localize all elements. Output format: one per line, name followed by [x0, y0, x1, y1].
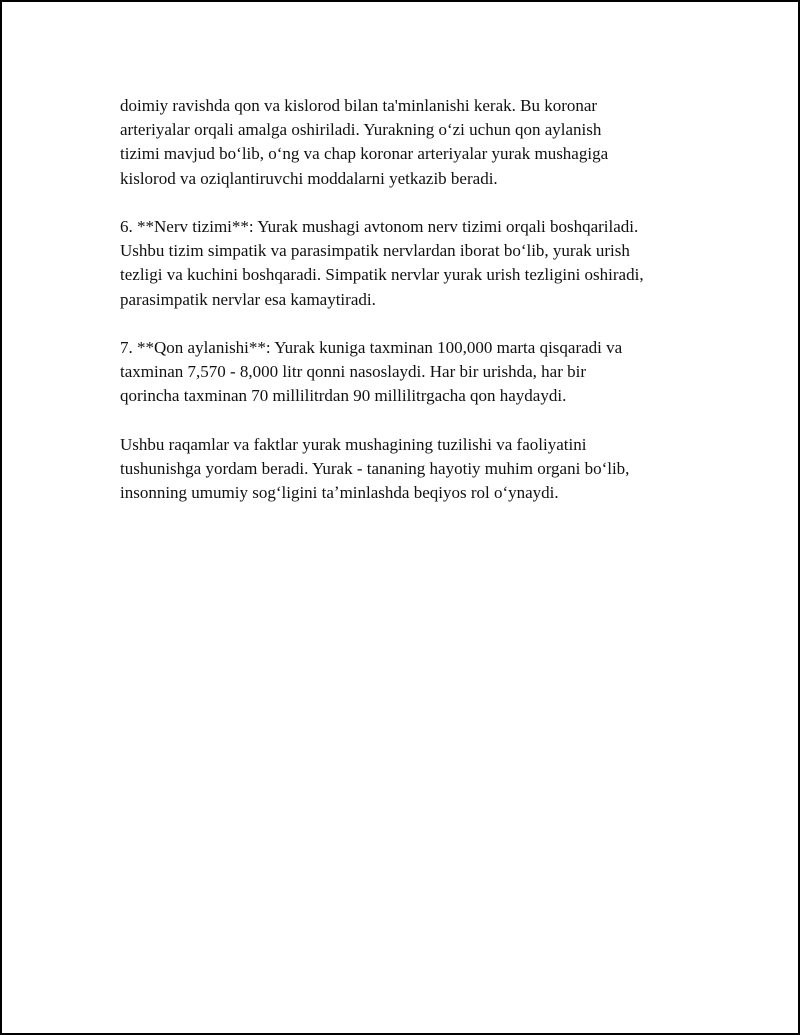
- paragraph-nerve-system: 6. **Nerv tizimi**: Yurak mushagi avtonom nerv tizimi orqali boshqariladi. Ushbu tizim simpatik va parasimpatik nervlardan iborat boʻlib, yurak urish tezligi va kuchini boshqaradi. Simpatik nervlar yurak urish tezligini oshiradi, parasimpatik nervlar esa kamaytiradi.: [120, 217, 644, 309]
- paragraph-coronary-arteries: doimiy ravishda qon va kislorod bilan ta'minlanishi kerak. Bu koronar arteriyalar orqali amalga oshiriladi. Yurakning oʻzi uchun qon aylanish tizimi mavjud boʻlib, oʻng va chap koronar arteriyalar yurak mushagiga kislorod va oziqlantiruvchi moddalarni yetkazib beradi.: [120, 96, 609, 188]
- paragraph-conclusion: Ushbu raqamlar va faktlar yurak mushagining tuzilishi va faoliyatini tushunishga yordam beradi. Yurak - tananing hayotiy muhim organi boʻlib, insonning umumiy sogʻligini taʼminlashda beqiyos rol oʻynaydi.: [120, 434, 630, 503]
- page-body: [120, 94, 720, 530]
- paragraph-blood-circulation: 7. **Qon aylanishi**: Yurak kuniga taxminan 100,000 marta qisqaradi va taxminan 7,570 - 8,000 litr qonni nasoslaydi. Har bir urishda, har bir qorincha taxminan 70 millilitrdan 90 millilitrgacha qon haydaydi.: [120, 338, 623, 406]
